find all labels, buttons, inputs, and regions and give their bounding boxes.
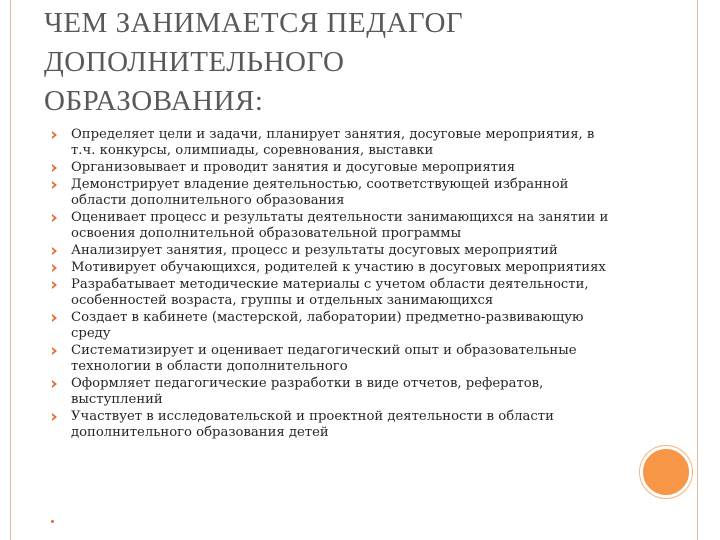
slide-title: ЧЕМ ЗАНИМАЕТСЯ ПЕДАГОГ ДОПОЛНИТЕЛЬНОГО ОБРАЗОВАНИЯ: bbox=[44, 7, 464, 117]
list-item bbox=[48, 243, 618, 259]
triangle-bullet-icon bbox=[52, 264, 57, 272]
list-item bbox=[48, 376, 618, 408]
triangle-bullet-icon bbox=[52, 413, 57, 421]
list-item bbox=[48, 409, 618, 441]
empty-bullet-dot bbox=[51, 520, 54, 523]
triangle-bullet-icon bbox=[52, 131, 57, 139]
list-item bbox=[48, 177, 618, 209]
list-item-text: Организовывает и проводит занятия и досуговые мероприятия bbox=[71, 160, 516, 175]
list-item bbox=[48, 277, 618, 309]
triangle-bullet-icon bbox=[52, 181, 57, 189]
triangle-bullet-icon bbox=[52, 281, 57, 289]
triangle-bullet-icon bbox=[52, 247, 57, 255]
triangle-bullet-icon bbox=[52, 347, 57, 355]
list-item bbox=[48, 160, 618, 176]
list-item bbox=[48, 210, 618, 242]
list-item-text: Систематизирует и оценивает педагогический опыт и образовательные технологии в области дополнительного bbox=[71, 343, 577, 374]
list-item bbox=[48, 310, 618, 342]
list-item bbox=[48, 260, 618, 276]
list-item-text: Демонстрирует владение деятельностью, соответствующей избранной области дополнительного образования bbox=[71, 177, 569, 208]
list-item bbox=[48, 127, 618, 159]
list-item-text: Анализирует занятия, процесс и результаты досуговых мероприятий bbox=[71, 243, 558, 258]
list-item-text: Участвует в исследовательской и проектной деятельности в области дополнительного образования детей bbox=[71, 409, 554, 440]
list-item bbox=[48, 343, 618, 375]
bullet-list bbox=[48, 127, 618, 442]
list-item-text: Мотивирует обучающихся, родителей к участию в досуговых мероприятиях bbox=[71, 260, 606, 275]
decorative-circle bbox=[640, 446, 692, 498]
triangle-bullet-icon bbox=[52, 314, 57, 322]
list-item-text: Оценивает процесс и результаты деятельности занимающихся на занятии и освоения дополнительной образовательной программы bbox=[71, 210, 609, 241]
list-item-text: Создает в кабинете (мастерской, лаборатории) предметно-развивающую среду bbox=[71, 310, 584, 341]
triangle-bullet-icon bbox=[52, 380, 57, 388]
list-item-text: Оформляет педагогические разработки в виде отчетов, рефератов, выступлений bbox=[71, 376, 544, 407]
list-item-text: Разрабатывает методические материалы с учетом области деятельности, особенностей возраста, группы и отдельных занимающихся bbox=[71, 277, 589, 308]
triangle-bullet-icon bbox=[52, 164, 57, 172]
list-item-text: Определяет цели и задачи, планирует занятия, досуговые мероприятия, в т.ч. конкурсы, олимпиады, соревнования, выставки bbox=[71, 127, 595, 158]
triangle-bullet-icon bbox=[52, 214, 57, 222]
